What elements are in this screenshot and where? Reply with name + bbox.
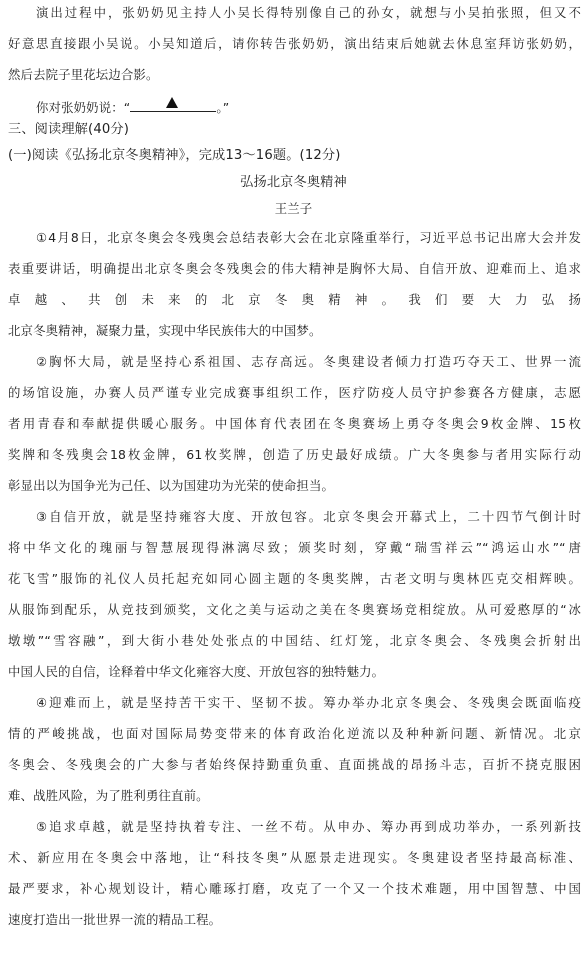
article-line: 术、新应用在冬奥会中落地，让“科技冬奥”从愿景走进现实。冬奥建设者坚持最高标准、: [8, 850, 581, 865]
article-line: 情的严峻挑战，也面对国际局势变带来的体育政治化逆流以及种种新问题、新情况。北京: [8, 726, 581, 741]
article-line: 速度打造出一批世界一流的精品工程。: [8, 912, 222, 927]
section-title: 三、阅读理解(40分): [8, 122, 130, 137]
article-line: ⑤追求卓越，就是坚持执着专注、一丝不苟。从申办、筹办再到成功举办，一系列新技: [36, 819, 581, 834]
article-line: 中国人民的自信，诠释着中华文化雍容大度、开放包容的独特魅力。: [8, 664, 385, 679]
article-line: 将中华文化的瑰丽与智慧展现得淋漓尽致；颁奖时刻，穿戴“瑞雪祥云”“鸿运山水”“唐: [8, 540, 581, 555]
article-author: 王兰子: [274, 201, 313, 216]
article-line: 北京冬奥精神，凝聚力量，实现中华民族伟大的中国梦。: [8, 323, 322, 338]
article-line: 冬奥会、冬残奥会的广大参与者始终保持勤重负重、直面挑战的昂扬斗志，百折不挠克服困: [8, 757, 581, 772]
section-subtitle: (一)阅读《弘扬北京冬奥精神》，完成13～16题。(12分): [8, 148, 341, 163]
article-line: 从服饰到配乐，从竞技到颁奖，文化之美与运动之美在冬奥赛场竞相绽放。从可爱憨厚的“冰: [8, 602, 581, 617]
question-suffix: 。”: [216, 100, 230, 115]
article-line: 的场馆设施，办赛人员严谨专业完成赛事组织工作，医疗防疫人员守护参赛各方健康，志愿: [8, 385, 581, 400]
article-line: 最严要求，补心规划设计，精心雕琢打磨，攻克了一个又一个技术难题，用中国智慧、中国: [8, 881, 581, 896]
article-line: 花飞雪”服饰的礼仪人员托起充如同心圆主题的冬奥奖牌，古老文明与奥林匹克交相辉映。: [8, 571, 581, 586]
article-line: 表重要讲话，明确提出北京冬奥会冬残奥会的伟大精神是胸怀大局、自信开放、迎难而上、追求: [8, 261, 581, 276]
article-line: 墩墩”“雪容融”，到大街小巷处处张点的中国结、红灯笼，北京冬奥会、冬残奥会折射出: [8, 633, 581, 648]
triangle-marker-icon: [166, 97, 178, 108]
article-title: 弘扬北京冬奥精神: [240, 175, 347, 190]
article-line: 者用青春和奉献提供暖心服务。中国体育代表团在冬奥赛场上勇夺冬奥会9枚金牌、15枚: [8, 416, 581, 431]
article-line: 卓越、共创未来的北京冬奥精神。我们要大力弘扬: [8, 292, 581, 307]
answer-blank[interactable]: [130, 96, 216, 112]
question-prefix: 你对张奶奶说：“: [36, 100, 131, 115]
intro-line-3: 然后去院子里花坛边合影。: [8, 67, 159, 82]
intro-line-2: 好意思直接跟小吴说。小吴知道后，请你转告张奶奶，演出结束后她就去休息室拜访张奶奶，: [8, 36, 581, 51]
article-line: 奖牌和冬残奥会18枚金牌，61枚奖牌，创造了历史最好成绩。广大冬奥参与者用实际行动: [8, 447, 581, 462]
article-line: ①4月8日，北京冬奥会冬残奥会总结表彰大会在北京隆重举行，习近平总书记出席大会并发: [36, 230, 581, 245]
article-line: ②胸怀大局，就是坚持心系祖国、志存高远。冬奥建设者倾力打造巧夺天工、世界一流: [36, 354, 581, 369]
article-line: 难、战胜风险，为了胜利勇往直前。: [8, 788, 209, 803]
article-line: 彰显出以为国争光为己任、以为国建功为光荣的使命担当。: [8, 478, 335, 493]
article-line: ③自信开放，就是坚持雍容大度、开放包容。北京冬奥会开幕式上，二十四节气倒计时: [36, 509, 581, 524]
intro-line-1: 演出过程中，张奶奶见主持人小吴长得特别像自己的孙女，就想与小吴拍张照，但又不: [36, 5, 581, 20]
question-line: [36, 96, 581, 117]
article-line: ④迎难而上，就是坚持苦干实干、坚韧不拔。筹办举办北京冬奥会、冬残奥会既面临疫: [36, 695, 581, 710]
